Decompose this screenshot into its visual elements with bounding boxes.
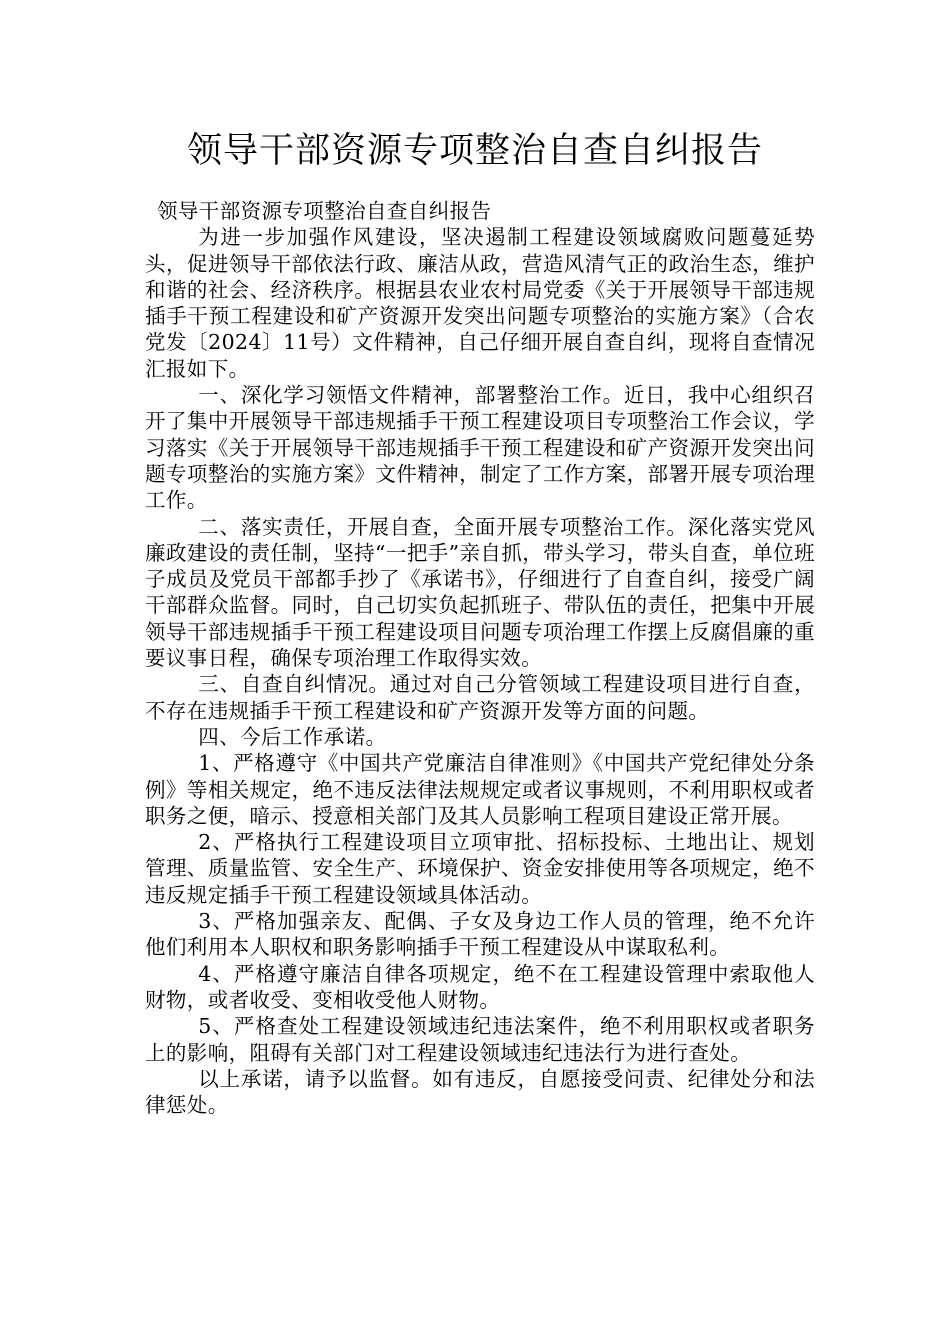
document-title: 领导干部资源专项整治自查自纠报告 bbox=[186, 131, 763, 171]
paragraph-closing: 以上承诺，请予以监督。如有违反，自愿接受问责、纪律处分和法律惩处。 bbox=[145, 1066, 815, 1118]
paragraph-section-2: 二、落实责任，开展自查，全面开展专项整治工作。深化落实党风廉政建设的责任制，坚持“一把手”亲自抓，带头学习，带头自查，单位班子成员及党员干部都手抄了《承诺书》，仔细进行了自查自纠，接受广阔干部群众监督。同时，自己切实负起抓班子、带队伍的责任，把集中开展领导干部违规插手干预工程建设项目问题专项治理工作摆上反腐倡廉的重要议事日程，确保专项治理工作取得实效。 bbox=[145, 514, 815, 671]
document-body bbox=[145, 198, 815, 1118]
paragraph-commitment-4: 4、严格遵守廉洁自律各项规定，绝不在工程建设管理中索取他人财物，或者收受、变相收受他人财物。 bbox=[145, 961, 815, 1012]
paragraph-section-4-heading: 四、今后工作承诺。 bbox=[198, 724, 387, 749]
paragraph-commitment-3: 3、严格加强亲友、配偶、子女及身边工作人员的管理，绝不允许他们利用本人职权和职务影响插手干预工程建设从中谋取私利。 bbox=[145, 909, 815, 960]
paragraph-commitment-1: 1、严格遵守《中国共产党廉洁自律准则》《中国共产党纪律处分条例》等相关规定，绝不违反法律法规规定或者议事规则，不利用职权或者职务之便，暗示、授意相关部门及其人员影响工程项目建设正常开展。 bbox=[145, 751, 815, 828]
paragraph-intro: 为进一步加强作风建设，坚决遏制工程建设领域腐败问题蔓延势头，促进领导干部依法行政、廉洁从政，营造风清气正的政治生态，维护和谐的社会、经济秩序。根据县农业农村局党委《关于开展领导干部违规插手干预工程建设和矿产资源开发突出问题专项整治的实施方案》（合农党发〔2024〕11号）文件精神，自己仔细开展自查自纠，现将自查情况汇报如下。 bbox=[145, 225, 815, 381]
paragraph-section-1: 一、深化学习领悟文件精神，部署整治工作。近日，我中心组织召开了集中开展领导干部违规插手干预工程建设项目专项整治工作会议，学习落实《关于开展领导干部违规插手干预工程建设和矿产资源开发突出问题专项整治的实施方案》文件精神，制定了工作方案，部署开展专项治理工作。 bbox=[145, 383, 815, 513]
paragraph-commitment-5: 5、严格查处工程建设领域违纪违法案件，绝不利用职权或者职务上的影响，阻碍有关部门对工程建设领域违纪违法行为进行查处。 bbox=[145, 1014, 815, 1065]
document-subtitle: 领导干部资源专项整治自查自纠报告 bbox=[157, 199, 492, 223]
paragraph-commitment-2: 2、严格执行工程建设项目立项审批、招标投标、土地出让、规划管理、质量监管、安全生产、环境保护、资金安排使用等各项规定，绝不违反规定插手干预工程建设领域具体活动。 bbox=[145, 830, 815, 907]
paragraph-section-3: 三、自查自纠情况。通过对自己分管领域工程建设项目进行自查，不存在违规插手干预工程建设和矿产资源开发等方面的问题。 bbox=[145, 672, 815, 723]
